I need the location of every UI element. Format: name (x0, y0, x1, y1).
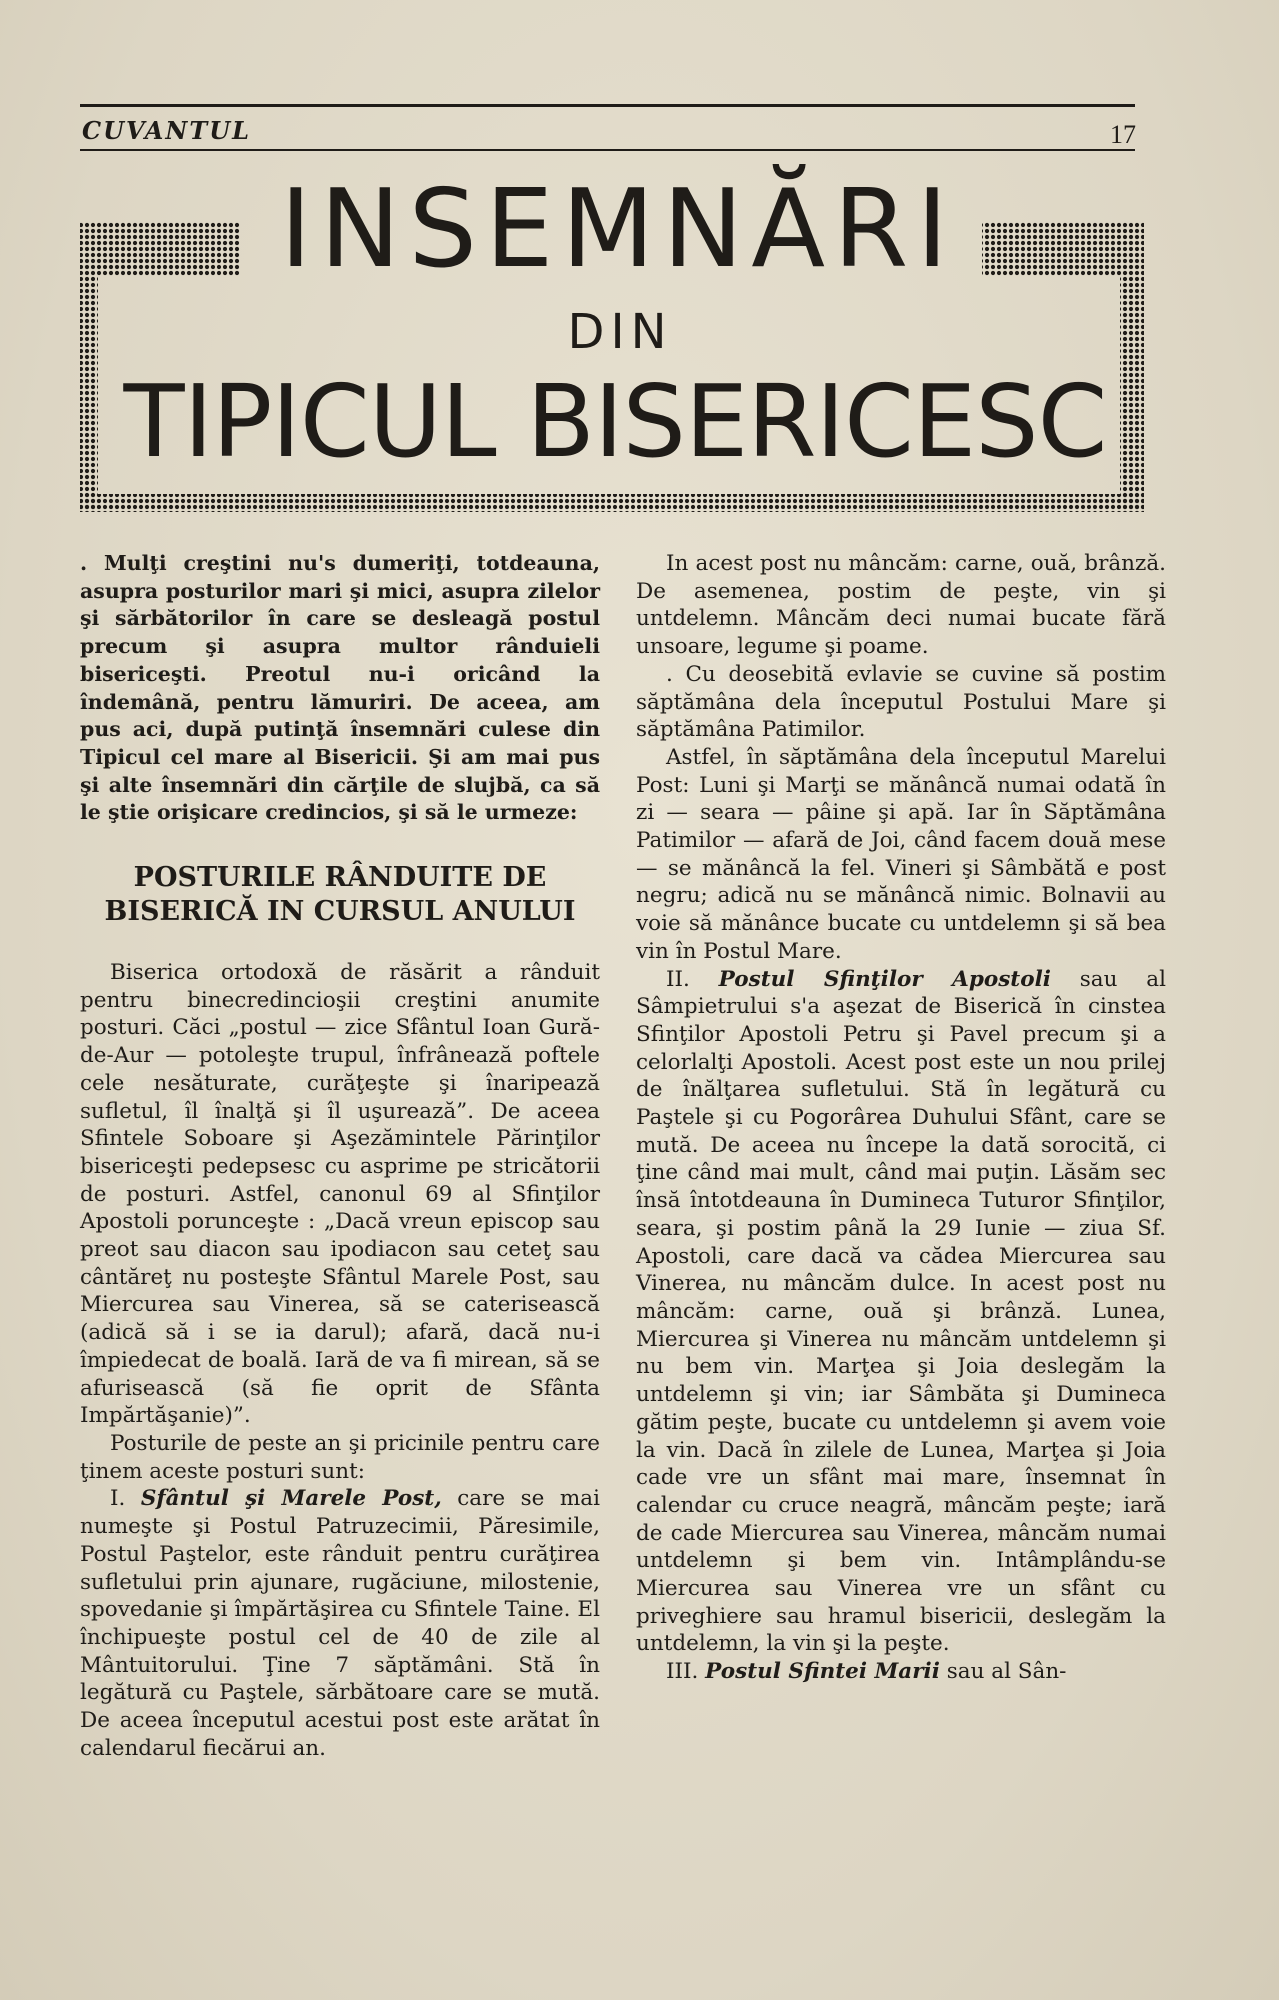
right-paragraph-2: . Cu deosebită evlavie se cuvine să postim săptămâna dela începutul Postului Mare şi săptămâna Patimilor. (636, 661, 1166, 743)
left-paragraph-2: Posturile de peste an şi pricinile pentru care ţinem aceste posturi sunt: (80, 1430, 600, 1484)
left-paragraph-3 (80, 1485, 600, 1762)
right-paragraph-3: Astfel, în săptămâna dela începutul Marelui Post: Luni şi Marţi se mănâncă numai odată în zi — seara — pâine şi apă. Iar în Săptămâna Patimilor — afară de Joi, când facem două mese — se mănâncă la fel. Vineri şi Sâmbătă e post negru; adică nu se mănâncă nimic. Bolnavii au voie să mănânce bucate cu untdelemn şi să bea vin în Postul Mare. (636, 744, 1166, 964)
numeral: II. (666, 966, 690, 992)
numeral: III. (666, 1659, 699, 1685)
post-text: sau al Sân- (946, 1659, 1067, 1685)
numeral: I. (110, 1486, 126, 1512)
right-paragraph-1: In acest post nu mâncăm: carne, ouă, brânză. De asemenea, postim de peşte, vin şi untdelemn. Mâncăm deci numai bucate fără unsoare, legume şi poame. (636, 551, 1166, 660)
post-text: care se mai numeşte şi Postul Patruzecimii, Păresimile, Postul Paştelor, este rânduit pentru curăţirea sufletului prin ajunare, rugăciune, milostenie, spovedanie şi împărtăşirea cu Sfintele Taine. El închipueşte postul cel de 40 de zile al Mântuitorului. Ţine 7 săptămâni. Stă în legătură cu Paştele, sărbătoare care se mută. De aceea începutul acestui post este arătat în calendarul fiecărui an. (80, 1486, 600, 1761)
post-text: sau al Sâmpietrului s'a aşezat de Biserică în cinstea Sfinţilor Apostoli Petru şi Pavel precum şi a celorlalţi Apostoli. Acest post este un nou prilej de înălţarea sufletului. Stă în legătură cu Paştele şi cu Pogorârea Duhului Sfânt, care se mută. De aceea nu începe la dată sorocită, ci ţine când mai mult, când mai puţin. Lăsăm sec însă întotdeauna în Duminecа Tuturor Sfinţilor, seara, şi postim până la 29 Iunie — ziua Sf. Apostoli, care dacă va cădea Miercurea sau Vinerea, nu mâncăm dulce. In acest post nu mâncăm: carne, ouă şi brânză. Lunea, Miercurea şi Vinerea nu mâncăm untdelemn şi nu bem vin. Marţea şi Joia deslegăm la untdelemn şi vin; iar Sâmbăta şi Dumineca gătim peşte, bucate cu untdelemn şi avem voie la vin. Dacă în zilele de Lunea, Marţea şi Joia cade vre un sfânt mai mare, însemnat în calendar cu cruce neagră, mâncăm peşte; iară de cade Miercurea sau Vinerea, mâncăm numai untdelemn şi bem vin. Intâmplându-se Miercurea sau Vinerea vre un sfânt cu priveghiere sau hramul bisericii, deslegăm la untdelemn, la vin şi la peşte. (636, 966, 1166, 1657)
section-heading: POSTURILE RÂNDUITE DE BISERICĂ IN CURSUL ANULUI (104, 862, 576, 928)
right-paragraph-4 (636, 966, 1166, 1659)
post-title: Sfântul şi Marele Post, (140, 1486, 442, 1512)
title-line-din: DIN (567, 304, 673, 360)
running-title: CUVANTUL (82, 116, 252, 145)
left-paragraph-1: Biserica ortodoxă de răsărit a rânduit pentru binecredincioşii creştini anumite posturi. Căci „postul — zice Sfântul Ioan Gură-de-Aur — potoleşte trupul, înfrânează poftele cele nesăturate, curăţeşte şi înaripează sufletul, îl înalţă şi îl uşurează”. De aceea Sfintele Soboare şi Aşezămintele Părinţilor bisericeşti pedepsesc cu asprime pe stricătorii de posturi. Astfel, canonul 69 al Sfinţilor Apostoli porunceşte : „Dacă vreun episcop sau preot sau diacon sau ipodiacon sau ceteţ sau cântăreţ nu posteşte Sfântul Marele Post, sau Miercurea sau Vinerea, să se caterisească (adică să i se ia darul); afară, dacă nu-i împiedecat de boală. Iară de va fi mirean, să se afurisească (să fie oprit de Sfânta Impărtăşanie)”. (80, 960, 600, 1429)
right-column (636, 550, 1166, 1686)
post-title: Postul Sfintei Marii (705, 1659, 940, 1685)
page-number: 17 (1110, 120, 1136, 149)
right-paragraph-5 (636, 1658, 1166, 1686)
left-column (80, 550, 600, 1762)
post-title: Postul Sfinţilor Apostoli (718, 966, 1051, 992)
intro-paragraph: . Mulţi creştini nu's dumeriţi, totdeauna, asupra posturilor mari şi mici, asupra zilelor şi sărbătorilor în care se desleagă postul precum şi asupra multor rânduieli bisericeşti. Preotul nu-i oricând la îndemână, pentru lămuriri. De aceea, am pus aci, după putinţă însemnări culese din Tipicul cel mare al Bisericii. Şi am mai pus şi alte însemnări din cărţile de slujbă, ca să le ştie orişicare credincios, şi să le urmeze: (80, 551, 600, 825)
title-line-tipicul: TIPICUL BISERICESC (123, 363, 1107, 480)
title-line-insemnari: INSEMNĂRI (279, 167, 957, 292)
